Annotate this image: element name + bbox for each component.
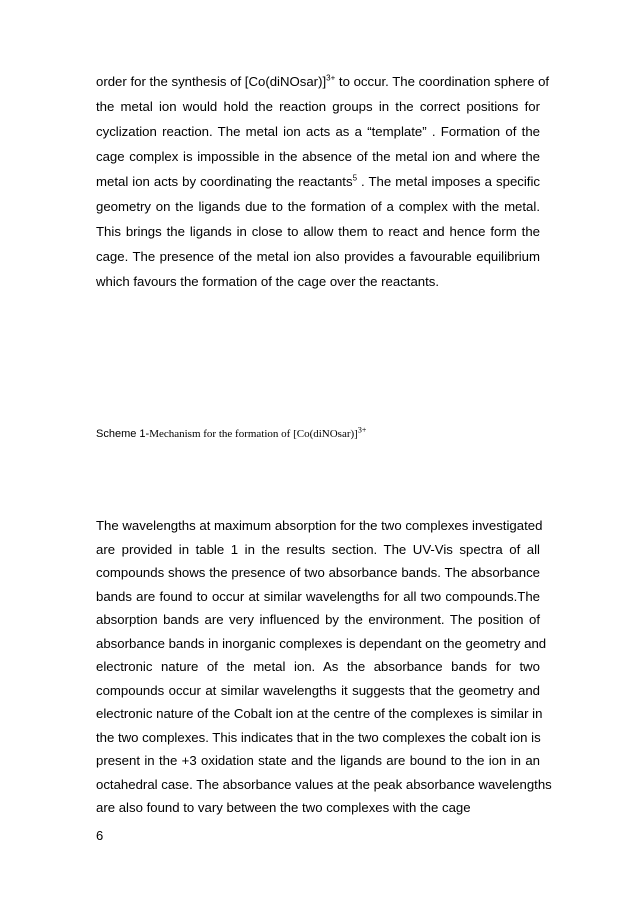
caption-superscript: 3+ <box>357 425 367 435</box>
line-text: to occur. The coordination sphere of <box>335 74 550 89</box>
caption-text: Mechanism for the formation of [Co(diNOsar)] <box>149 428 358 440</box>
paragraph-line: geometry on the ligands due to the formation of a complex with the metal. <box>96 199 540 214</box>
paragraph-line: absorbance bands in inorganic complexes is dependant on the geometry and <box>96 635 547 651</box>
line-text: order for the synthesis of [Co(diNOsar)] <box>96 74 327 89</box>
paragraph-line: the two complexes. This indicates that in the two complexes the cobalt ion is <box>96 729 541 745</box>
paragraph-line <box>96 73 550 90</box>
paragraph-line: electronic nature of the Cobalt ion at the centre of the complexes is similar in <box>96 706 543 721</box>
paragraph-line: cyclization reaction. The metal ion acts as a “template” . Formation of the <box>96 124 540 139</box>
paragraph-line: which favours the formation of the cage over the reactants. <box>96 274 440 289</box>
paragraph-line: the metal ion would hold the reaction groups in the correct positions for <box>96 99 540 114</box>
line-text: metal ion acts by coordinating the reactants <box>96 174 353 189</box>
page-number: 6 <box>96 828 104 843</box>
paragraph-line: present in the +3 oxidation state and the ligands are bound to the ion in an <box>96 753 540 768</box>
caption-prefix: Scheme 1- <box>96 428 150 440</box>
paragraph-line: cage. The presence of the metal ion also provides a favourable equilibrium <box>96 249 540 264</box>
paragraph-line: absorption bands are very influenced by the environment. The position of <box>96 612 540 627</box>
paragraph-line: The wavelengths at maximum absorption for the two complexes investigated <box>96 518 543 533</box>
charge-superscript: 3+ <box>326 73 336 83</box>
paragraph-line: compounds shows the presence of two absorbance bands. The absorbance <box>96 565 540 580</box>
paragraph-line: electronic nature of the metal ion. As the absorbance bands for two <box>96 659 540 674</box>
paragraph-line: are provided in table 1 in the results section. The UV-Vis spectra of all <box>96 541 540 557</box>
scheme-caption <box>96 425 367 440</box>
reference-superscript: 5 <box>352 173 358 183</box>
paragraph-line: bands are found to occur at similar wavelengths for all two compounds.The <box>96 588 540 604</box>
paragraph-line: cage complex is impossible in the absence of the metal ion and where the <box>96 149 540 164</box>
paragraph-line: This brings the ligands in close to allow them to react and hence form the <box>96 224 540 239</box>
paragraph-line: octahedral case. The absorbance values at the peak absorbance wavelengths <box>96 776 552 792</box>
paragraph-line: compounds occur at similar wavelengths it suggests that the geometry and <box>96 682 540 698</box>
paragraph-line: are also found to vary between the two complexes with the cage <box>96 800 471 815</box>
line-text: . The metal imposes a specific <box>357 174 540 189</box>
paragraph-line <box>96 174 540 190</box>
